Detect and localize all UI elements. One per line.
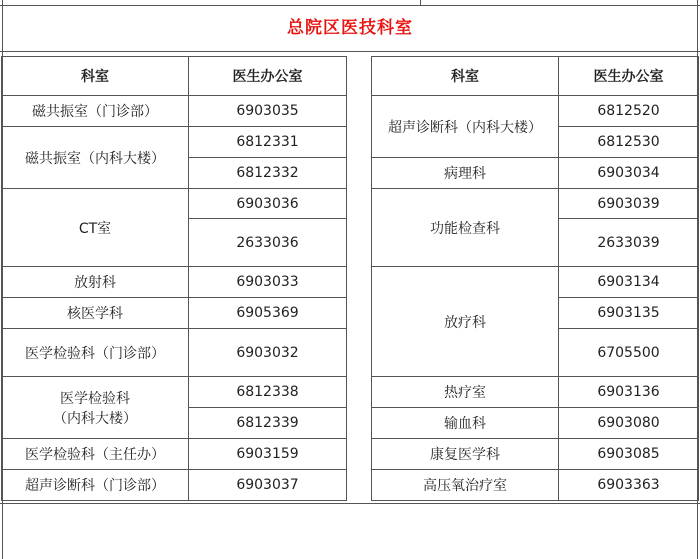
table-row bbox=[2, 127, 347, 158]
dept-cell: 高压氧治疗室 bbox=[372, 470, 559, 501]
table-row bbox=[372, 439, 699, 470]
table-row bbox=[372, 408, 699, 439]
dept-cell: 磁共振室（内科大楼） bbox=[2, 127, 189, 189]
table-row bbox=[2, 439, 347, 470]
bottom-divider bbox=[0, 503, 700, 504]
page-title: 总院区医技科室 bbox=[287, 18, 413, 38]
phone-cell: 6903085 bbox=[559, 439, 699, 470]
phone-cell: 6905369 bbox=[189, 298, 347, 329]
phone-cell: 6812331 bbox=[189, 127, 347, 158]
phone-cell: 6903080 bbox=[559, 408, 699, 439]
phone-column-header: 医生办公室 bbox=[559, 57, 699, 96]
phone-cell: 6812520 bbox=[559, 96, 699, 127]
dept-column-header: 科室 bbox=[2, 57, 189, 96]
table-header-row bbox=[372, 57, 699, 96]
dept-line-1: 医学检验科 bbox=[60, 390, 130, 407]
right-table bbox=[371, 56, 699, 501]
top-stub-line bbox=[420, 0, 422, 5]
table-row bbox=[2, 329, 347, 377]
phone-cell: 6903363 bbox=[559, 470, 699, 501]
phone-cell: 6903035 bbox=[189, 96, 347, 127]
dept-cell bbox=[2, 377, 189, 439]
phone-cell: 6903033 bbox=[189, 267, 347, 298]
phone-cell: 6903134 bbox=[559, 267, 699, 298]
phone-cell: 2633039 bbox=[559, 219, 699, 267]
dept-cell: 康复医学科 bbox=[372, 439, 559, 470]
dept-cell: 功能检查科 bbox=[372, 189, 559, 267]
dept-line-2: （内科大楼） bbox=[53, 410, 137, 427]
phone-cell: 6812338 bbox=[189, 377, 347, 408]
phone-cell: 6903037 bbox=[189, 470, 347, 501]
phone-cell: 6812332 bbox=[189, 158, 347, 189]
table-row bbox=[2, 96, 347, 127]
phone-cell: 2633036 bbox=[189, 219, 347, 267]
table-row bbox=[2, 189, 347, 219]
table-row bbox=[372, 158, 699, 189]
dept-cell: 磁共振室（门诊部） bbox=[2, 96, 189, 127]
phone-column-header: 医生办公室 bbox=[189, 57, 347, 96]
table-row bbox=[372, 377, 699, 408]
table-row bbox=[372, 189, 699, 219]
dept-cell: 医学检验科（主任办） bbox=[2, 439, 189, 470]
phone-cell: 6903034 bbox=[559, 158, 699, 189]
phone-cell: 6903039 bbox=[559, 189, 699, 219]
dept-column-header: 科室 bbox=[372, 57, 559, 96]
phone-cell: 6903036 bbox=[189, 189, 347, 219]
table-row bbox=[372, 470, 699, 501]
dept-cell: 病理科 bbox=[372, 158, 559, 189]
phone-cell: 6903136 bbox=[559, 377, 699, 408]
dept-cell: 放射科 bbox=[2, 267, 189, 298]
phone-cell: 6903032 bbox=[189, 329, 347, 377]
dept-cell: 核医学科 bbox=[2, 298, 189, 329]
dept-cell: 超声诊断科（内科大楼） bbox=[372, 96, 559, 158]
table-row bbox=[372, 96, 699, 127]
title-divider bbox=[0, 51, 700, 52]
phone-cell: 6705500 bbox=[559, 329, 699, 377]
phone-cell: 6812530 bbox=[559, 127, 699, 158]
dept-cell: CT室 bbox=[2, 189, 189, 267]
table-row bbox=[2, 377, 347, 408]
dept-cell: 热疗室 bbox=[372, 377, 559, 408]
left-table bbox=[1, 56, 347, 501]
table-row bbox=[372, 267, 699, 298]
table-header-row bbox=[2, 57, 347, 96]
table-row bbox=[2, 298, 347, 329]
dept-cell: 医学检验科（门诊部） bbox=[2, 329, 189, 377]
dept-cell: 放疗科 bbox=[372, 267, 559, 377]
dept-cell: 超声诊断科（门诊部） bbox=[2, 470, 189, 501]
table-row bbox=[2, 267, 347, 298]
phone-cell: 6812339 bbox=[189, 408, 347, 439]
phone-cell: 6903159 bbox=[189, 439, 347, 470]
dept-cell: 输血科 bbox=[372, 408, 559, 439]
phone-cell: 6903135 bbox=[559, 298, 699, 329]
table-row bbox=[2, 470, 347, 501]
